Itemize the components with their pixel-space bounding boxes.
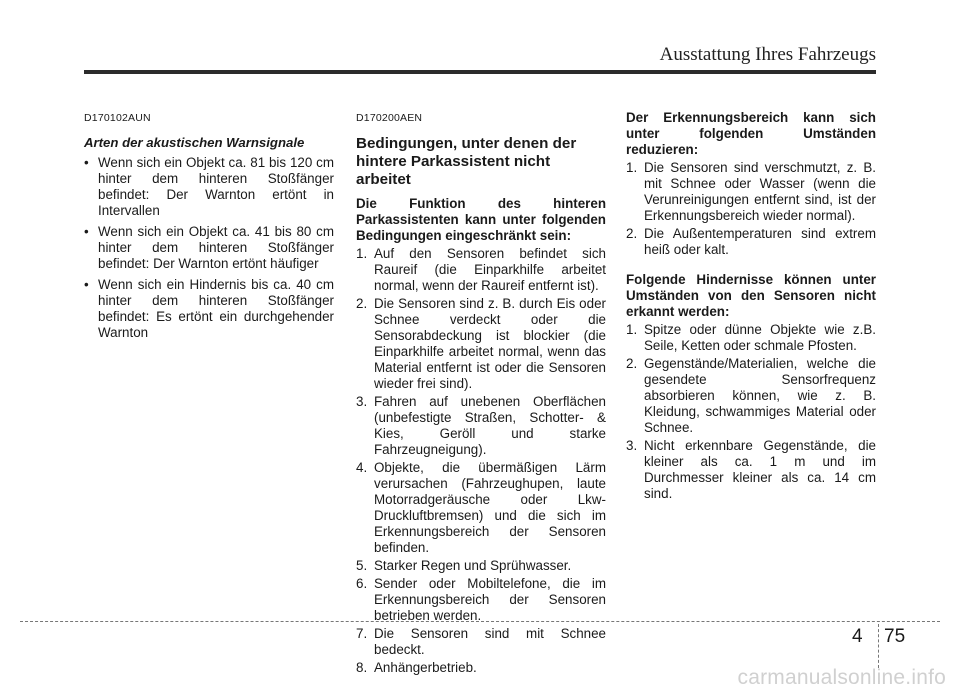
list-item: 7. Die Sensoren sind mit Schnee bedeckt. (356, 626, 606, 657)
list-item: 2. Die Außentemperaturen sind extrem heiß oder kalt. (626, 226, 876, 257)
numbered-list (626, 160, 876, 258)
header-rule (84, 70, 876, 74)
numbered-list (626, 322, 876, 502)
column-3 (626, 110, 876, 504)
list-item: • Wenn sich ein Objekt ca. 81 bis 120 cm hinter dem hinteren Stoßfänger befindet: Der Warnton ertönt in Intervallen (84, 155, 334, 218)
list-item: 2. Gegenstände/Materialien, welche die gesendete Sensorfrequenz absorbieren können, wie z. B. Kleidung, schwammiges Material oder Schnee. (626, 356, 876, 435)
list-item: 6. Sender oder Mobiltelefone, die im Erkennungsbereich der Sensoren betrieben werden. (356, 576, 606, 623)
list-item: 3. Fahren auf unebenen Oberflächen (unbefestigte Straßen, Schotter- & Kies, Geröll und starke Fahrzeugneigung). (356, 394, 606, 457)
column-1 (84, 110, 334, 346)
list-item: 2. Die Sensoren sind z. B. durch Eis oder Schnee verdeckt oder die Sensorabdeckung ist blockier (die Einparkhilfe arbeitet normal, wenn das Material entfernt ist oder die Sensoren wieder frei sind). (356, 296, 606, 391)
list-item: 3. Nicht erkennbare Gegenstände, die kleiner als ca. 1 m und im Durchmesser kleiner als ca. 14 cm sind. (626, 438, 876, 501)
list-item: • Wenn sich ein Hindernis bis ca. 40 cm hinter dem hinteren Stoßfänger befindet: Es ertönt ein durchgehender Warnton (84, 277, 334, 340)
section-subheading: Arten der akustischen Warnsignale (84, 135, 305, 150)
section-intro: Folgende Hindernisse können unter Umständen von den Sensoren nicht erkannt werden: (626, 272, 876, 319)
page-number: 75 (884, 626, 906, 647)
list-item: 5. Starker Regen und Sprühwasser. (356, 558, 572, 573)
list-item: 1. Spitze oder dünne Objekte wie z.B. Seile, Ketten oder schmale Pfosten. (626, 322, 876, 353)
section-heading: Bedingungen, unter denen der hintere Parkassistent nicht arbeitet (356, 135, 577, 188)
section-intro: Der Erkennungsbereich kann sich unter folgenden Umständen reduzieren: (626, 110, 876, 157)
section-code: D170200AEN (356, 112, 423, 124)
section-code: D170102AUN (84, 112, 151, 124)
chapter-number: 4 (852, 626, 863, 647)
list-item: • Wenn sich ein Objekt ca. 41 bis 80 cm hinter dem hinteren Stoßfänger befindet: Der Warnton ertönt häufiger (84, 224, 334, 271)
bullet-icon: • (84, 224, 89, 239)
numbered-list (356, 246, 606, 676)
bullet-icon: • (84, 155, 89, 170)
bullet-icon: • (84, 277, 89, 292)
list-item: 4. Objekte, die übermäßigen Lärm verursachen (Fahrzeughupen, laute Motorradgeräusche oder Lkw-Druckluftbremsen) und die sich im Erkennungsbereich der Sensoren befinden. (356, 460, 606, 555)
footer-rule (20, 621, 940, 622)
column-2 (356, 110, 606, 678)
section-intro: Die Funktion des hinteren Parkassistenten kann unter folgenden Bedingungen eingeschränkt sein: (356, 196, 606, 243)
list-item: 8. Anhängerbetrieb. (356, 660, 477, 675)
bullet-list (84, 155, 334, 341)
list-item: 1. Auf den Sensoren befindet sich Raureif (die Einparkhilfe arbeitet normal, wenn der Raureif entfernt ist). (356, 246, 606, 293)
list-item: 1. Die Sensoren sind verschmutzt, z. B. mit Schnee oder Wasser (wenn die Verunreinigungen entfernt sind, ist der Erkennungsbereich wieder normal). (626, 160, 876, 223)
page-header-title: Ausstattung Ihres Fahrzeugs (659, 44, 876, 65)
footer-divider (878, 624, 879, 668)
watermark: carmanualsonline.info (737, 666, 946, 689)
